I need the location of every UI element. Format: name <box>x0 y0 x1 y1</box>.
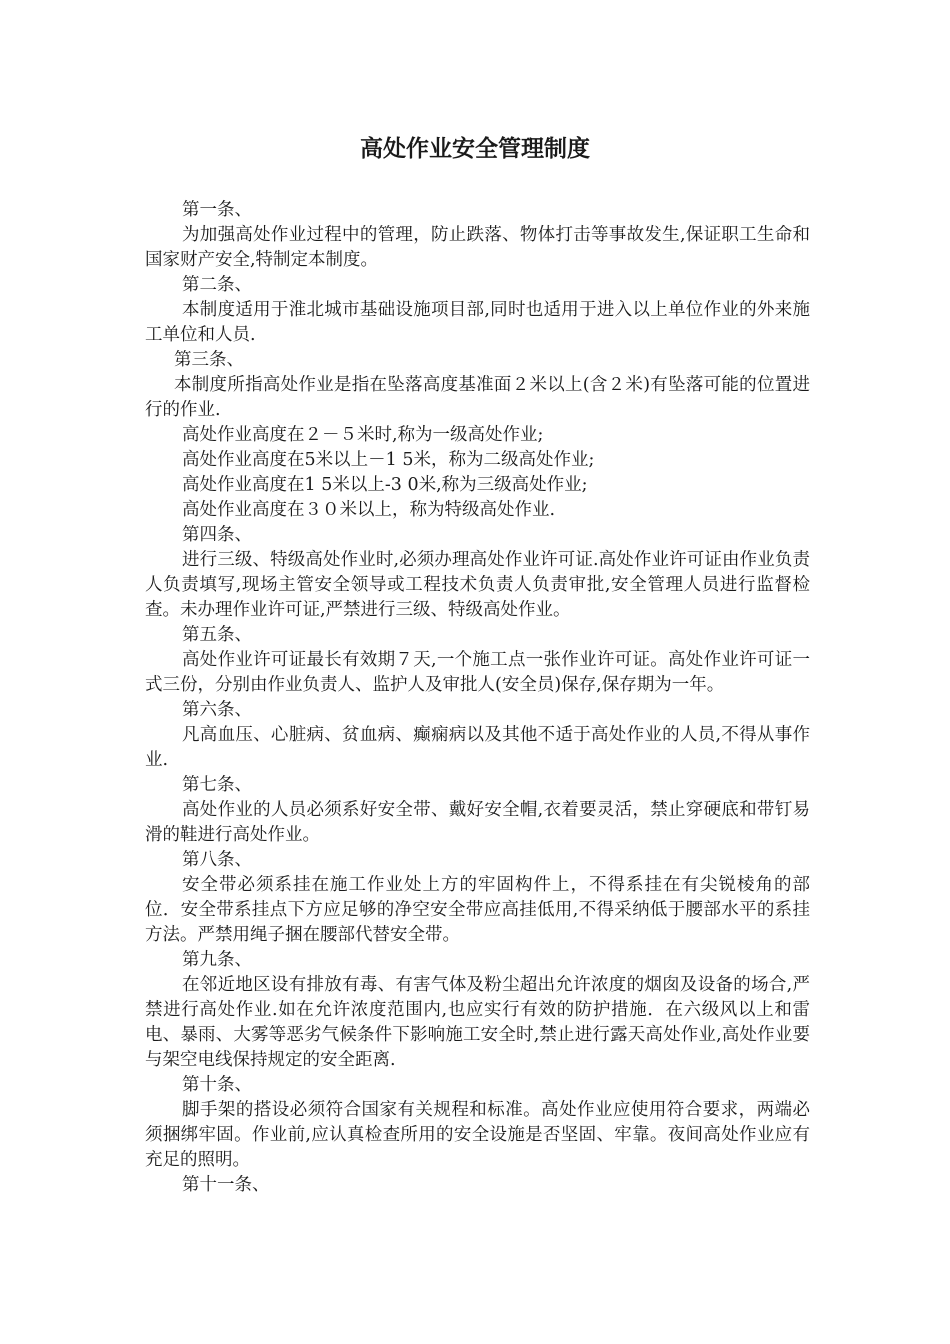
article-text: 进行三级、特级高处作业时,必须办理高处作业许可证.高处作业许可证由作业负责人负责填写,现场主管安全领导或工程技术负责人负责审批,安全管理人员进行监督检查。未办理作业许可证,严禁进行三级、特级高处作业。 <box>145 550 810 620</box>
article-list-item: 高处作业高度在5米以上－1 5米，称为二级高处作业; <box>182 450 595 470</box>
document-title: 高处作业安全管理制度 <box>360 136 590 162</box>
article-text: 脚手架的搭设必须符合国家有关规程和标准。高处作业应使用符合要求，两端必须捆绑牢固。作业前,应认真检查所用的安全设施是否坚固、牢靠。夜间高处作业应有充足的照明。 <box>145 1100 810 1170</box>
article-heading: 第十一条、 <box>182 1175 270 1195</box>
article-heading: 第二条、 <box>182 275 252 295</box>
article-text: 凡高血压、心脏病、贫血病、癫痫病以及其他不适于高处作业的人员,不得从事作业. <box>145 725 810 770</box>
article-text: 本制度适用于淮北城市基础设施项目部,同时也适用于进入以上单位作业的外来施工单位和人员. <box>145 300 810 345</box>
article-heading: 第九条、 <box>182 950 252 970</box>
document-body <box>145 198 810 1198</box>
article-text: 安全带必须系挂在施工作业处上方的牢固构件上，不得系挂在有尖锐棱角的部位．安全带系挂点下方应足够的净空安全带应高挂低用,不得采纳低于腰部水平的系挂方法。严禁用绳子捆在腰部代替安全带。 <box>145 875 810 945</box>
article-list-item: 高处作业高度在３０米以上，称为特级高处作业. <box>182 500 556 520</box>
article-text: 高处作业的人员必须系好安全带、戴好安全帽,衣着要灵活，禁止穿硬底和带钉易滑的鞋进行高处作业。 <box>145 800 810 845</box>
article-text: 高处作业许可证最长有效期７天,一个施工点一张作业许可证。高处作业许可证一式三份，分别由作业负责人、监护人及审批人(安全员)保存,保存期为一年。 <box>145 650 810 695</box>
article-list-item: 高处作业高度在２－５米时,称为一级高处作业; <box>182 425 544 445</box>
article-list-item: 高处作业高度在1 5米以上-3 0米,称为三级高处作业; <box>182 475 588 495</box>
article-text: 本制度所指高处作业是指在坠落高度基准面２米以上(含２米)有坠落可能的位置进行的作业. <box>145 375 810 420</box>
article-heading: 第十条、 <box>182 1075 252 1095</box>
article-heading: 第四条、 <box>182 525 252 545</box>
article-text: 在邻近地区设有排放有毒、有害气体及粉尘超出允许浓度的烟囱及设备的场合,严禁进行高处作业.如在允许浓度范围内,也应实行有效的防护措施．在六级风以上和雷电、暴雨、大雾等恶劣气候条件下影响施工安全时,禁止进行露天高处作业,高处作业要与架空电线保持规定的安全距离. <box>145 975 810 1070</box>
article-heading: 第八条、 <box>182 850 252 870</box>
article-heading: 第六条、 <box>182 700 252 720</box>
article-text: 为加强高处作业过程中的管理，防止跌落、物体打击等事故发生,保证职工生命和国家财产安全,特制定本制度。 <box>145 225 810 270</box>
article-heading: 第七条、 <box>182 775 252 795</box>
article-heading: 第五条、 <box>182 625 252 645</box>
article-heading: 第三条、 <box>174 350 244 370</box>
article-heading: 第一条、 <box>182 200 252 220</box>
